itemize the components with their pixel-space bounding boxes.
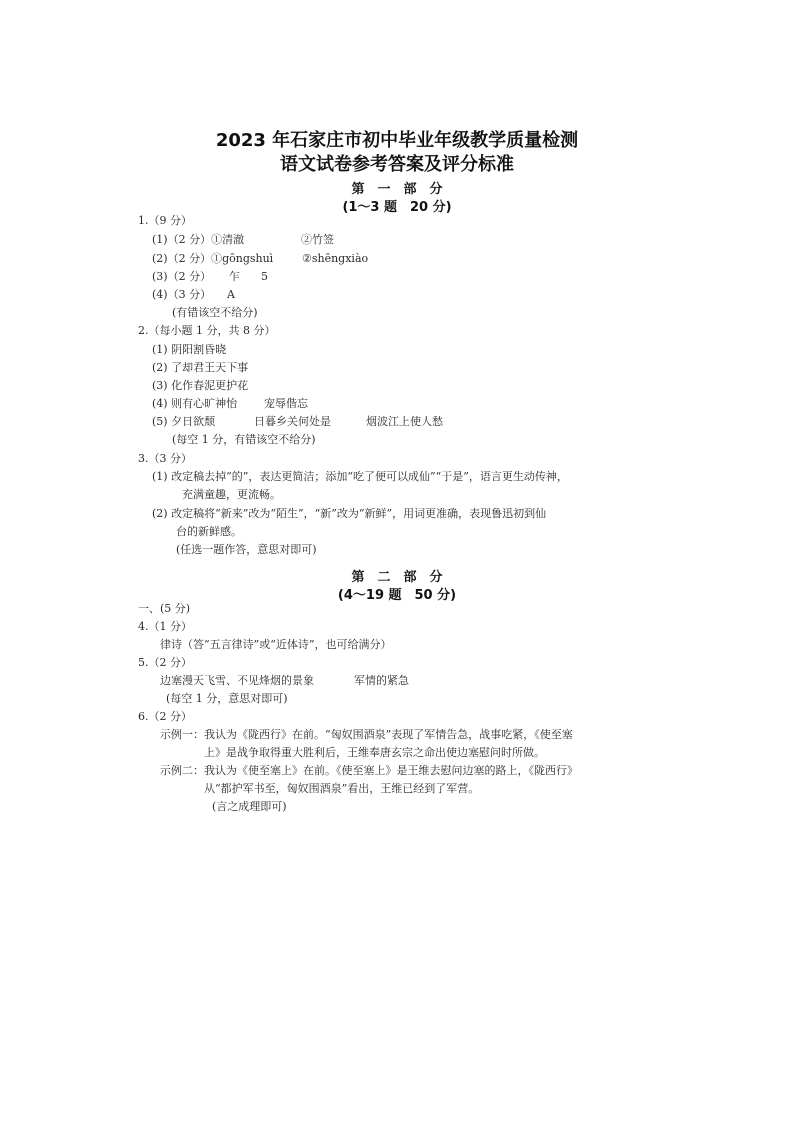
part2-heading: 第 二 部 分 [351, 570, 443, 585]
q6-example1-line1: 示例一：我认为《陇西行》在前。“匈奴围酒泉”表现了军情告急，战事吃紧，《使至塞 [160, 728, 573, 741]
document-title: 2023 年石家庄市初中毕业年级教学质量检测 [215, 130, 579, 151]
q2-answer-1: (1) 阴阳割昏晓 [152, 343, 227, 356]
q3-answer-2-line1: (2) 改定稿将“新来”改为“陌生”，“新”改为“新鲜”，用词更准确，表现鲁迅初到仙 [152, 507, 547, 520]
q1-note: (有错该空不给分) [172, 306, 258, 319]
q2-answer-4b: 宠辱偕忘 [264, 397, 308, 410]
q1-answer-1b: ②竹签 [301, 233, 334, 246]
q6-label: 6.（2 分） [138, 710, 192, 723]
part1-heading: 第 一 部 分 [351, 182, 443, 197]
q6-note: (言之成理即可) [212, 800, 287, 813]
document-subtitle: 语文试卷参考答案及评分标准 [280, 154, 514, 175]
q1-answer-3b: 乍 [229, 270, 240, 283]
q2-answer-3: (3) 化作春泥更护花 [152, 379, 249, 392]
q3-answer-1-line2: 充满童趣，更流畅。 [182, 488, 281, 501]
q4-answer: 律诗（答“五言律诗”或“近体诗”，也可给满分） [160, 638, 392, 651]
q2-note: (每空 1 分，有错该空不给分) [172, 433, 316, 446]
q6-example1-line2: 上》是战争取得重大胜利后，王维奉唐玄宗之命出使边塞慰问时所做。 [204, 746, 545, 759]
part1-range: (1～3 题 20 分) [342, 200, 452, 215]
q3-label: 3.（3 分） [138, 452, 192, 465]
part2-range: (4～19 题 50 分) [337, 588, 457, 603]
q2-label: 2.（每小题 1 分，共 8 分） [138, 324, 276, 337]
q3-answer-2-line2: 台的新鲜感。 [176, 525, 242, 538]
q2-answer-2: (2) 了却君王天下事 [152, 361, 249, 374]
q5-answer-a: 边塞漫天飞雪、不见烽烟的景象 [160, 674, 314, 687]
q1-answer-4: (4)（3 分） [152, 288, 212, 301]
q1-answer-4b: A [227, 288, 235, 301]
q5-label: 5.（2 分） [138, 656, 192, 669]
q2-answer-5b: 日暮乡关何处是 [254, 415, 331, 428]
q6-example2-line1: 示例二：我认为《使至塞上》在前。《使至塞上》是王维去慰问边塞的路上，《陇西行》 [160, 764, 578, 777]
q6-example2-line2: 从“都护军书至，匈奴围酒泉”看出，王维已经到了军营。 [204, 782, 480, 795]
q2-answer-5c: 烟波江上使人愁 [366, 415, 443, 428]
q3-answer-1-line1: (1) 改定稿去掉“的”，表达更简洁；添加“吃了便可以成仙”“于是”，语言更生动传神， [152, 470, 568, 483]
q5-note: (每空 1 分，意思对即可) [166, 692, 288, 705]
q1-answer-3: (3)（2 分） [152, 270, 212, 283]
section-one-label: 一、(5 分) [138, 602, 191, 615]
q2-answer-4: (4) 则有心旷神怡 [152, 397, 238, 410]
q3-note: (任选一题作答，意思对即可) [176, 543, 317, 556]
q1-answer-1: (1)（2 分）①清澈 [152, 233, 245, 246]
q2-answer-5: (5) 夕日欲颓 [152, 415, 216, 428]
q1-answer-2: (2)（2 分）①gōngshuì [152, 252, 274, 265]
q5-answer-b: 军情的紧急 [354, 674, 409, 687]
q1-answer-3c: 5 [261, 270, 268, 283]
q1-label: 1.（9 分） [138, 214, 192, 227]
q1-answer-2b: ②shēngxiào [302, 252, 369, 265]
q4-label: 4.（1 分） [138, 620, 192, 633]
